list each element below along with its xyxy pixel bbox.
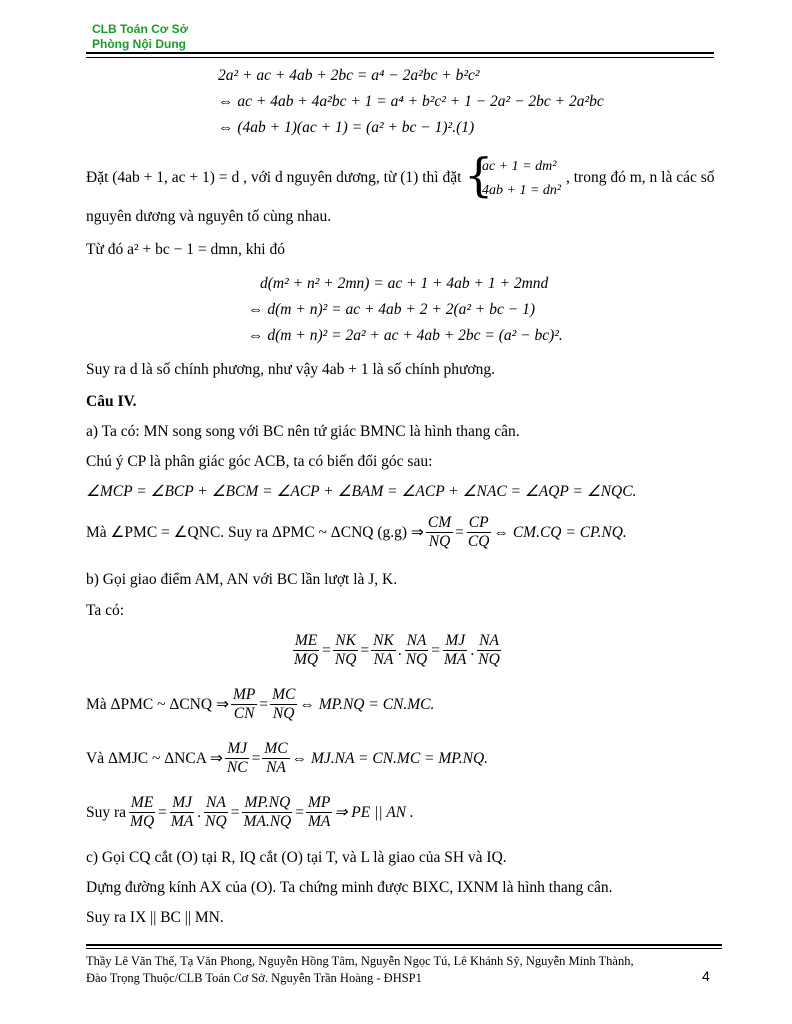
fraction: $\frac{MP.NQ}{MA.NQ}$ (243, 794, 292, 830)
part-a-line-1: a) Ta có: MN song song với BC nên tứ giác BMNC là hình thang cân. (86, 423, 520, 440)
similar-result: ⇔ MJ.NA = CN.MC = MP.NQ. (291, 749, 489, 767)
fraction: $\frac{MJ}{MA}$ (444, 632, 467, 668)
fraction: $\frac{NA}{NQ}$ (205, 794, 227, 830)
page-number: 4 (702, 968, 710, 984)
footer-authors-2: Đào Trọng Thuộc/CLB Toán Cơ Sở. Nguyễn Trần Hoàng - ĐHSP1 (86, 971, 422, 985)
equation-3: ⇔ (4ab + 1)(ac + 1) = (a² + bc − 1)².(1) (218, 119, 475, 136)
dat-text: Đặt (4ab + 1, ac + 1) = d , với d nguyên dương, từ (1) thì đặt (86, 169, 462, 186)
tudo-line: Từ đó a² + bc − 1 = dmn, khi đó (86, 241, 285, 258)
fraction: $\frac{MC}{NA}$ (264, 740, 288, 776)
fraction: $\frac{NK}{NA}$ (373, 632, 394, 668)
part-a-line-2: Chú ý CP là phân giác góc ACB, ta có biến đổi góc sau: (86, 453, 433, 470)
part-b-line-1: b) Gọi giao điểm AM, AN với BC lần lượt là J, K. (86, 571, 398, 588)
part-c-line-1: c) Gọi CQ cắt (O) tại R, IQ cắt (O) tại T, và L là giao của SH và IQ. (86, 849, 507, 866)
fraction: $\frac{CM}{NQ}$ (427, 514, 452, 550)
section-heading: Câu IV. (86, 393, 137, 410)
similar-line-1: Mà ∠PMC = ∠QNC. Suy ra ΔPMC ~ ΔCNQ (g.g) ⇒ $\frac{CM}{NQ}$ = $\frac{CP}{CQ}$ ⇔ CM.CQ = CP.NQ. (86, 514, 627, 550)
conclusion-text: Suy ra (86, 803, 127, 821)
fraction: $\frac{ME}{MQ}$ (130, 794, 155, 830)
conclusion-line: Suy ra $\frac{ME}{MQ}$ = $\frac{MJ}{MA}$ . $\frac{NA}{NQ}$ = $\frac{MP.NQ}{MA.NQ}$ = $\frac{MP}{MA}$ ⇒ PE || AN . (86, 794, 414, 830)
ratio-chain: $\frac{ME}{MQ}$ = $\frac{NK}{NQ}$ = $\frac{NK}{NA}$ . $\frac{NA}{NQ}$ = $\frac{MJ}{MA}$ . $\frac{NA}{NQ}$ (294, 632, 500, 668)
fraction: $\frac{CP}{CQ}$ (467, 514, 490, 550)
header (92, 22, 188, 52)
footer-authors-1: Thầy Lê Văn Thế, Tạ Văn Phong, Nguyễn Hồng Tâm, Nguyễn Ngọc Tú, Lê Khánh Sỹ, Nguyễn Minh Thành, (86, 954, 634, 968)
header-rule-thin (86, 57, 714, 58)
similar-result: ⇔ CM.CQ = CP.NQ. (493, 523, 627, 541)
footer-rule (86, 944, 722, 946)
header-club: CLB Toán Cơ Sở (92, 22, 189, 36)
similar-text: Mà ΔPMC ~ ΔCNQ ⇒ (86, 695, 229, 713)
part-c-line-2: Dựng đường kính AX của (O). Ta chứng minh được BIXC, IXNM là hình thang cân. (86, 879, 613, 896)
system-eq-1: ac + 1 = dm² (482, 159, 557, 174)
part-b-line-2: Ta có: (86, 602, 125, 619)
fraction: $\frac{NA}{NQ}$ (405, 632, 428, 668)
equation-1: 2a² + ac + 4ab + 2bc = a⁴ − 2a²bc + b²c² (218, 67, 480, 84)
similar-line-3: Và ΔMJC ~ ΔNCA ⇒ $\frac{MJ}{NC}$ = $\frac{MC}{NA}$ ⇔ MJ.NA = CN.MC = MP.NQ. (86, 740, 489, 776)
conclusion-1: Suy ra d là số chính phương, như vậy 4ab + 1 là số chính phương. (86, 361, 495, 378)
angle-chain: ∠MCP = ∠BCP + ∠BCM = ∠ACP + ∠BAM = ∠ACP + ∠NAC = ∠AQP = ∠NQC. (86, 483, 637, 500)
similar-result: ⇔ MP.NQ = CN.MC. (299, 695, 435, 713)
fraction: $\frac{MP}{CN}$ (232, 686, 256, 722)
fraction: $\frac{MP}{MA}$ (308, 794, 331, 830)
header-dept: Phòng Nội Dung (92, 37, 186, 51)
fraction: $\frac{MJ}{NC}$ (226, 740, 248, 776)
dat-text-2: , trong đó m, n là các số (566, 169, 715, 186)
equation-2: ⇔ ac + 4ab + 4a²bc + 1 = a⁴ + b²c² + 1 − 2a² − 2bc + 2a²bc (218, 93, 604, 110)
fraction: $\frac{NK}{NQ}$ (334, 632, 357, 668)
similar-line-2: Mà ΔPMC ~ ΔCNQ ⇒ $\frac{MP}{CN}$ = $\frac{MC}{NQ}$ ⇔ MP.NQ = CN.MC. (86, 686, 435, 722)
system-brace: { (464, 148, 494, 202)
fraction: $\frac{MJ}{MA}$ (170, 794, 194, 830)
equation-5: ⇔ d(m + n)² = ac + 4ab + 2 + 2(a² + bc − 1) (248, 301, 535, 318)
part-c-line-3: Suy ra IX || BC || MN. (86, 909, 224, 926)
fraction: $\frac{NA}{NQ}$ (478, 632, 500, 668)
equation-6: ⇔ d(m + n)² = 2a² + ac + 4ab + 2bc = (a² − bc)². (248, 327, 563, 344)
dat-text-3: nguyên dương và nguyên tố cùng nhau. (86, 208, 332, 225)
system-eq-2: 4ab + 1 = dn² (482, 183, 562, 198)
fraction: $\frac{ME}{MQ}$ (294, 632, 319, 668)
conclusion-result: ⇒ PE || AN . (334, 803, 414, 821)
similar-text: Và ΔMJC ~ ΔNCA ⇒ (86, 749, 223, 767)
fraction: $\frac{MC}{NQ}$ (272, 686, 296, 722)
header-rule (86, 52, 714, 54)
equation-4: d(m² + n² + 2mn) = ac + 1 + 4ab + 1 + 2mnd (260, 275, 549, 292)
similar-text: Mà ∠PMC = ∠QNC. Suy ra ΔPMC ~ ΔCNQ (g.g) ⇒ (86, 523, 424, 541)
footer-rule-thin (86, 948, 722, 949)
